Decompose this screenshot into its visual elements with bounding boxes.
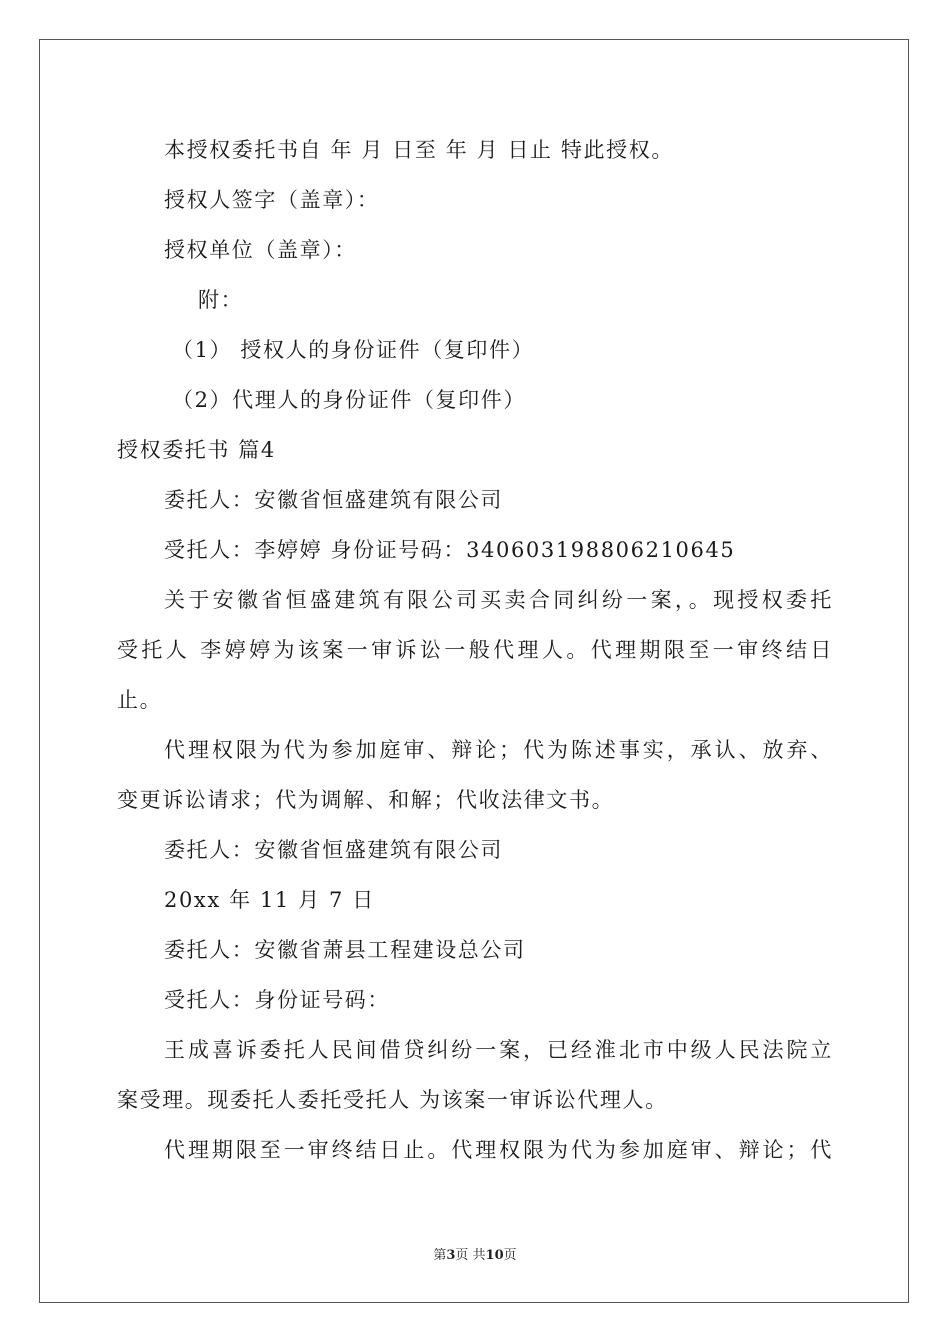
text-line: （2）代理人的身份证件（复印件） bbox=[172, 388, 526, 412]
text-line: 受托人：李婷婷 身份证号码：340603198806210645 bbox=[164, 538, 736, 562]
text-line: 王成喜诉委托人民间借贷纠纷一案，已经淮北市中级人民法院立 bbox=[164, 1038, 833, 1062]
text-line: 变更诉讼请求；代为调解、和解；代收法律文书。 bbox=[117, 788, 615, 812]
text-line: 授权单位（盖章）： bbox=[164, 238, 357, 262]
text-line: 委托人：安徽省恒盛建筑有限公司 bbox=[164, 488, 503, 512]
text-line: 授权人签字（盖章）： bbox=[164, 188, 380, 212]
text-line: （1） 授权人的身份证件（复印件） bbox=[172, 338, 535, 362]
text-line: 附： bbox=[198, 288, 244, 312]
text-line: 案受理。现委托人委托受托人 为该案一审诉讼代理人。 bbox=[117, 1088, 668, 1112]
section-heading: 授权委托书 篇4 bbox=[117, 438, 276, 462]
text-line: 本授权委托书自 年 月 日至 年 月 日止 特此授权。 bbox=[164, 138, 674, 162]
text-line: 受托人：身份证号码： bbox=[164, 988, 390, 1012]
date-line: 20xx 年 11 月 7 日 bbox=[164, 888, 375, 912]
footer-middle: 页 共 bbox=[455, 1248, 486, 1263]
page-footer bbox=[0, 1244, 950, 1263]
total-page-count: 10 bbox=[485, 1248, 504, 1263]
text-line: 委托人：安徽省萧县工程建设总公司 bbox=[164, 938, 526, 962]
footer-prefix: 第 bbox=[433, 1248, 447, 1263]
text-line: 关于安徽省恒盛建筑有限公司买卖合同纠纷一案，。现授权委托 bbox=[164, 588, 833, 612]
current-page-number: 3 bbox=[446, 1248, 456, 1263]
text-line: 代理权限为代为参加庭审、辩论；代为陈述事实，承认、放弃、 bbox=[164, 738, 833, 762]
text-line: 止。 bbox=[117, 688, 163, 712]
text-line: 代理期限至一审终结日止。代理权限为代为参加庭审、辩论；代 bbox=[164, 1138, 833, 1162]
text-line: 受托人 李婷婷为该案一审诉讼一般代理人。代理期限至一审终结日 bbox=[117, 638, 833, 662]
footer-suffix: 页 bbox=[503, 1248, 517, 1263]
text-line: 委托人：安徽省恒盛建筑有限公司 bbox=[164, 838, 503, 862]
